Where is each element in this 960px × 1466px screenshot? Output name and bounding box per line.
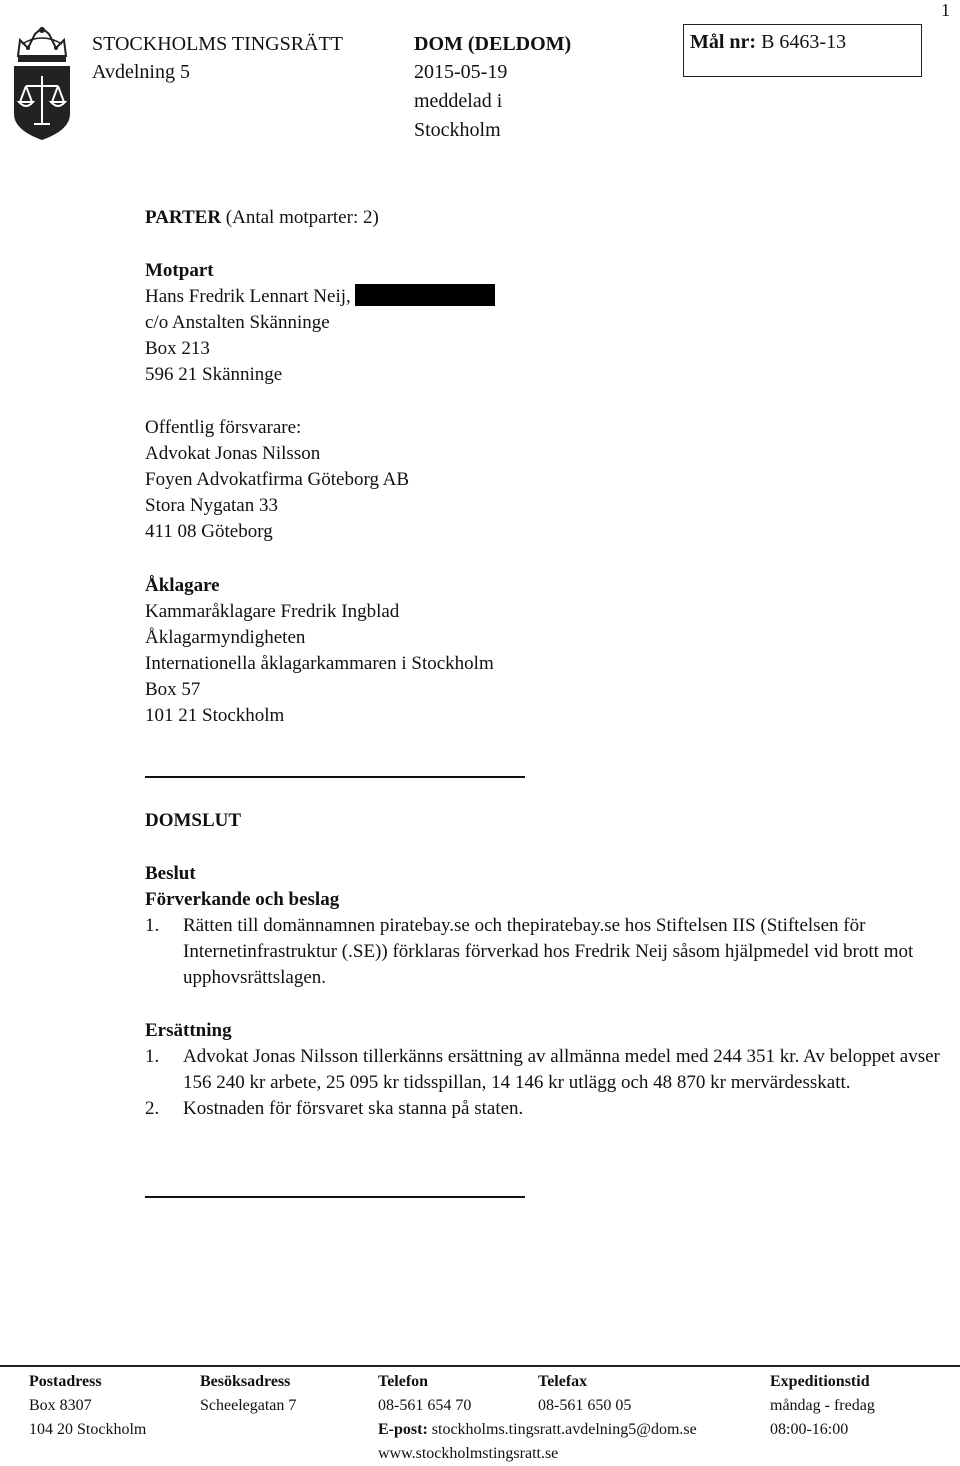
parties-heading — [145, 205, 379, 231]
footer-email-line — [378, 1418, 697, 1442]
footer-label: Telefon — [378, 1373, 429, 1390]
footer-value: Scheelegatan 7 — [200, 1397, 297, 1414]
footer-fax — [538, 1370, 631, 1418]
document-type: DOM (DELDOM) — [414, 33, 572, 55]
forfeiture-label: Förverkande och beslag — [145, 889, 340, 910]
list-text: Rätten till domännamnen piratebay.se och thepiratebay.se hos Stiftelsen IIS (Stiftelsen för Internetinfrastruktur (.SE)) förklaras förverkad hos Fredrik Neij såsom hjälpmedel vid brott mot upphovsrättslagen. — [183, 915, 914, 988]
prosecutor-line-1: Kammaråklagare Fredrik Ingblad — [145, 601, 400, 622]
defendant-address-2: Box 213 — [145, 338, 210, 359]
prosecutor-label: Åklagare — [145, 575, 220, 596]
case-number-box — [683, 24, 922, 77]
footer-label: Besöksadress — [200, 1373, 291, 1390]
list-text: Advokat Jonas Nilsson tillerkänns ersättning av allmänna medel med 244 351 kr. Av beloppet avser 156 240 kr arbete, 25 095 kr tidsspillan, 14 146 kr utlägg och 48 870 kr mervärdesskatt. — [183, 1046, 940, 1093]
page-number: 1 — [941, 0, 950, 20]
divider — [145, 776, 525, 778]
court-name: STOCKHOLMS TINGSRÄTT — [92, 33, 343, 55]
parties-count: (Antal motparter: 2) — [225, 207, 379, 228]
defendant-address-3: 596 21 Skänninge — [145, 364, 283, 385]
footer-hours — [770, 1370, 875, 1442]
footer-value: 104 20 Stockholm — [29, 1421, 147, 1438]
redaction-bar — [355, 284, 495, 306]
divider — [145, 1196, 525, 1198]
defender-line-2: Foyen Advokatfirma Göteborg AB — [145, 469, 410, 490]
prosecutor-line-4: Box 57 — [145, 679, 201, 700]
compensation-label: Ersättning — [145, 1020, 232, 1041]
footer-value: Box 8307 — [29, 1397, 92, 1414]
defendant-label: Motpart — [145, 260, 214, 281]
defender-line-1: Advokat Jonas Nilsson — [145, 443, 321, 464]
forfeiture-list — [145, 913, 945, 991]
footer-divider — [0, 1365, 960, 1367]
footer-label: Telefax — [538, 1373, 588, 1390]
footer-value: 08:00-16:00 — [770, 1421, 849, 1438]
issued-line: meddelad i — [414, 90, 503, 112]
footer-label: Postadress — [29, 1373, 102, 1390]
footer-website[interactable]: www.stockholmstingsratt.se — [378, 1445, 559, 1462]
defendant-block — [145, 258, 495, 388]
defendant-address-1: c/o Anstalten Skänninge — [145, 312, 330, 333]
list-number: 1. — [145, 915, 160, 936]
prosecutor-line-5: 101 21 Stockholm — [145, 705, 285, 726]
defendant-name-line — [145, 284, 495, 310]
list-number: 2. — [145, 1098, 160, 1119]
defender-block — [145, 415, 409, 545]
list-item — [145, 1096, 945, 1122]
issued-place: Stockholm — [414, 119, 501, 141]
list-item — [145, 913, 945, 991]
footer-value: 08-561 650 05 — [538, 1397, 632, 1414]
court-crest-icon — [8, 26, 76, 142]
prosecutor-line-2: Åklagarmyndigheten — [145, 627, 306, 648]
footer-email[interactable]: stockholms.tingsratt.avdelning5@dom.se — [431, 1421, 697, 1438]
compensation-list — [145, 1044, 945, 1122]
parties-title: PARTER — [145, 207, 222, 228]
footer-value: 08-561 654 70 — [378, 1397, 472, 1414]
defender-line-3: Stora Nygatan 33 — [145, 495, 278, 516]
list-item — [145, 1044, 945, 1096]
footer-postal — [29, 1370, 146, 1442]
date-block — [414, 58, 507, 145]
footer-email-label: E-post: — [378, 1421, 428, 1438]
defender-label: Offentlig försvarare: — [145, 417, 302, 438]
court-department: Avdelning 5 — [92, 61, 190, 83]
document-date: 2015-05-19 — [414, 61, 508, 83]
prosecutor-block — [145, 573, 494, 729]
list-text: Kostnaden för försvaret ska stanna på staten. — [183, 1098, 524, 1119]
footer-label: Expeditionstid — [770, 1373, 870, 1390]
prosecutor-line-3: Internationella åklagarkammaren i Stockholm — [145, 653, 494, 674]
defender-line-4: 411 08 Göteborg — [145, 521, 273, 542]
decision-label: Beslut — [145, 863, 196, 884]
footer-value: måndag - fredag — [770, 1397, 875, 1414]
case-number: B 6463-13 — [761, 31, 847, 53]
case-label: Mål nr: — [690, 31, 757, 53]
footer-visiting — [200, 1370, 296, 1418]
defendant-name: Hans Fredrik Lennart Neij, — [145, 286, 351, 307]
list-number: 1. — [145, 1046, 160, 1067]
verdict-heading: DOMSLUT — [145, 810, 242, 831]
